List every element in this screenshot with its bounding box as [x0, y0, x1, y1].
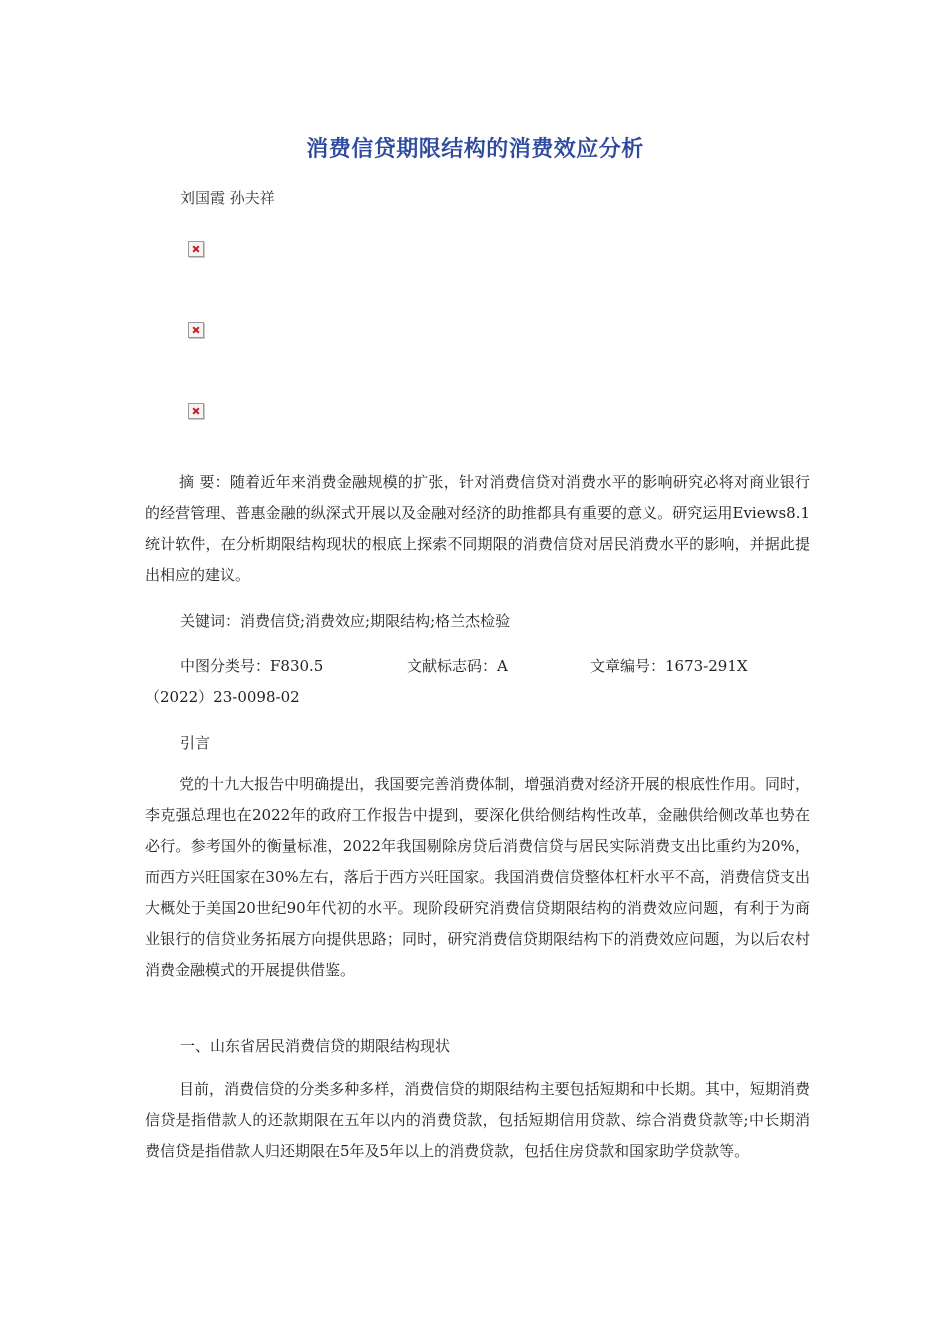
section-paragraph: 目前，消费信贷的分类多种多样，消费信贷的期限结构主要包括短期和中长期。其中，短期消费信贷是指借款人的还款期限在五年以内的消费贷款，包括短期信用贷款、综合消费贷款等;中长期消费信贷是指借款人归还期限在5年及5年以上的消费贷款，包括住房贷款和国家助学贷款等。 — [145, 1080, 810, 1160]
broken-image-icon — [188, 403, 204, 419]
clc-number: 中图分类号：F830.5 — [180, 657, 324, 675]
document-code: 文献标志码：A — [407, 657, 508, 675]
authors: 刘国霞 孙夫祥 — [180, 189, 275, 207]
intro-paragraph: 党的十九大报告中明确提出，我国要完善消费体制，增强消费对经济开展的根底性作用。同时，李克强总理也在2022年的政府工作报告中提到，要深化供给侧结构性改革，金融供给侧改革也势在必行。参考国外的衡量标准，2022年我国剔除房贷后消费信贷与居民实际消费支出比重约为20%，而西方兴旺国家在30%左右，落后于西方兴旺国家。我国消费信贷整体杠杆水平不高，消费信贷支出大概处于美国20世纪90年代初的水平。现阶段研究消费信贷期限结构的消费效应问题，有利于为商业银行的信贷业务拓展方向提供思路；同时，研究消费信贷期限结构下的消费效应问题，为以后农村消费金融模式的开展提供借鉴。 — [145, 775, 810, 979]
article-number: 文章编号：1673-291X — [590, 657, 748, 675]
section-heading: 一、山东省居民消费信贷的期限结构现状 — [180, 1037, 451, 1055]
article-number-continued: （2022）23-0098-02 — [145, 688, 300, 706]
intro-heading: 引言 — [180, 734, 211, 752]
broken-image-icon — [188, 322, 204, 338]
broken-image-icon — [188, 241, 204, 257]
document-title: 消费信贷期限结构的消费效应分析 — [306, 137, 644, 162]
keywords: 关键词：消费信贷;消费效应;期限结构;格兰杰检验 — [180, 612, 511, 630]
abstract: 摘 要：随着近年来消费金融规模的扩张，针对消费信贷对消费水平的影响研究必将对商业银行的经营管理、普惠金融的纵深式开展以及金融对经济的助推都具有重要的意义。研究运用Eviews8.1统计软件，在分析期限结构现状的根底上探索不同期限的消费信贷对居民消费水平的影响，并据此提出相应的建议。 — [145, 473, 810, 584]
